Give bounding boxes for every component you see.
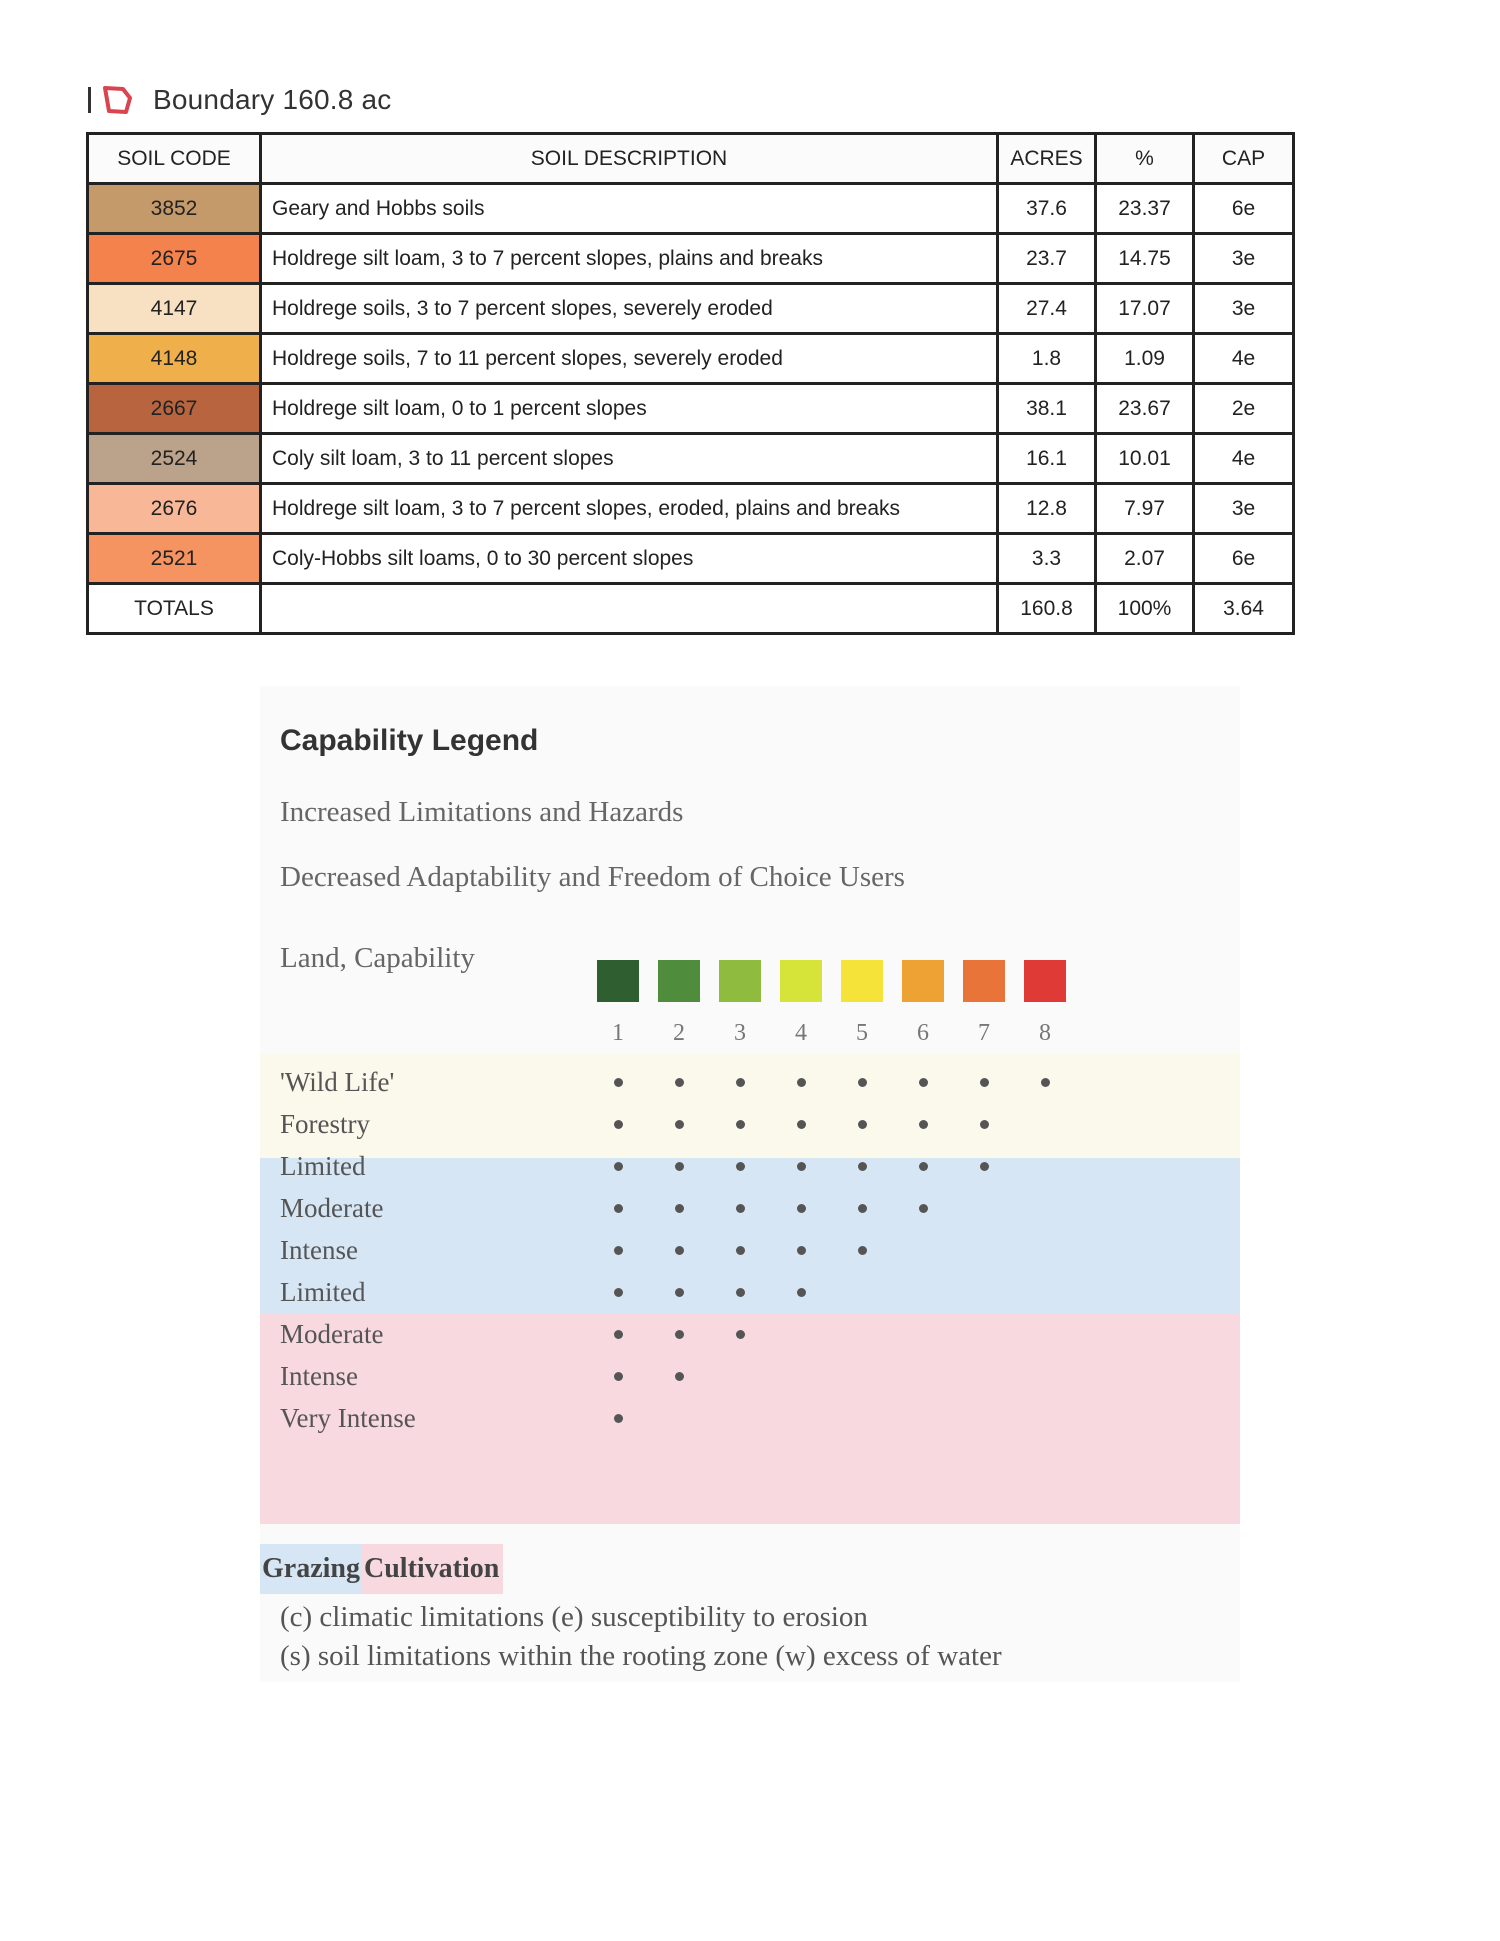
capability-dot — [797, 1246, 806, 1255]
soil-code-cell: 4148 — [88, 334, 261, 384]
cap-cell: 6e — [1194, 184, 1294, 234]
soil-description-cell: Holdrege silt loam, 3 to 7 percent slopes, eroded, plains and breaks — [261, 484, 998, 534]
capability-dot — [797, 1204, 806, 1213]
legend-note-climatic-erosion: (c) climatic limitations (e) susceptibility to erosion — [280, 1601, 868, 1633]
acres-cell: 37.6 — [998, 184, 1096, 234]
percent-cell: 7.97 — [1096, 484, 1194, 534]
soil-description-cell: Coly silt loam, 3 to 11 percent slopes — [261, 434, 998, 484]
capability-dot — [614, 1414, 623, 1423]
capability-dot — [919, 1204, 928, 1213]
cap-cell: 3e — [1194, 234, 1294, 284]
table-row — [88, 284, 1294, 334]
acres-cell: 16.1 — [998, 434, 1096, 484]
capability-dot — [980, 1120, 989, 1129]
band-key — [260, 1544, 503, 1594]
soil-code-cell: 2676 — [88, 484, 261, 534]
table-header-row — [88, 134, 1294, 184]
capability-class-swatch — [963, 960, 1005, 1002]
capability-dot — [736, 1288, 745, 1297]
table-row — [88, 184, 1294, 234]
column-header-cap: CAP — [1194, 134, 1294, 184]
percent-cell: 23.37 — [1096, 184, 1194, 234]
capability-class-swatch — [719, 960, 761, 1002]
boundary-header — [88, 80, 391, 120]
column-header-percent: % — [1096, 134, 1194, 184]
capability-dot — [675, 1204, 684, 1213]
capability-class-swatch — [597, 960, 639, 1002]
capability-class-number: 8 — [1039, 1020, 1051, 1046]
capability-dot — [614, 1120, 623, 1129]
legend-adaptability-text: Decreased Adaptability and Freedom of Choice Users — [280, 861, 905, 893]
soil-code-cell: 3852 — [88, 184, 261, 234]
soil-description-cell: Geary and Hobbs soils — [261, 184, 998, 234]
capability-dot — [858, 1246, 867, 1255]
acres-cell: 27.4 — [998, 284, 1096, 334]
capability-dot — [736, 1120, 745, 1129]
capability-dot — [614, 1162, 623, 1171]
soil-table — [86, 132, 1295, 635]
soil-description-cell: Holdrege silt loam, 3 to 7 percent slopes, plains and breaks — [261, 234, 998, 284]
land-use-label: 'Wild Life' — [280, 1067, 395, 1097]
capability-dot — [675, 1078, 684, 1087]
boundary-title: Boundary 160.8 ac — [153, 84, 392, 115]
cap-cell: 4e — [1194, 334, 1294, 384]
capability-class-swatch — [902, 960, 944, 1002]
column-header-soil-description: SOIL DESCRIPTION — [261, 134, 998, 184]
capability-dot — [736, 1162, 745, 1171]
acres-cell: 12.8 — [998, 484, 1096, 534]
capability-dot — [736, 1078, 745, 1087]
capability-class-swatch — [658, 960, 700, 1002]
land-use-label: Moderate — [280, 1319, 384, 1349]
legend-land-capability-text: Land, Capability — [280, 942, 475, 974]
capability-dot — [919, 1078, 928, 1087]
capability-dot — [736, 1330, 745, 1339]
capability-class-number: 7 — [978, 1020, 990, 1046]
land-use-label: Moderate — [280, 1193, 384, 1223]
column-header-soil-code: SOIL CODE — [88, 134, 261, 184]
capability-dot — [919, 1120, 928, 1129]
capability-dot — [858, 1078, 867, 1087]
capability-dot — [858, 1204, 867, 1213]
capability-class-swatch — [780, 960, 822, 1002]
grazing-key-label: Grazing — [260, 1544, 362, 1594]
soil-code-cell: 4147 — [88, 284, 261, 334]
land-use-label: Very Intense — [280, 1403, 416, 1433]
column-header-acres: ACRES — [998, 134, 1096, 184]
capability-dot — [614, 1288, 623, 1297]
soil-description-cell: Coly-Hobbs silt loams, 0 to 30 percent slopes — [261, 534, 998, 584]
table-row — [88, 334, 1294, 384]
capability-dot — [614, 1330, 623, 1339]
capability-dot — [1041, 1078, 1050, 1087]
cap-cell: 3e — [1194, 284, 1294, 334]
capability-dot — [675, 1246, 684, 1255]
capability-class-number: 1 — [612, 1020, 624, 1046]
capability-dot — [614, 1246, 623, 1255]
capability-class-swatch — [1024, 960, 1066, 1002]
table-row — [88, 434, 1294, 484]
acres-cell: 3.3 — [998, 534, 1096, 584]
capability-class-number: 3 — [734, 1020, 746, 1046]
boundary-polygon-icon — [101, 85, 133, 115]
cap-cell: 2e — [1194, 384, 1294, 434]
capability-class-number: 6 — [917, 1020, 929, 1046]
acres-cell: 1.8 — [998, 334, 1096, 384]
capability-class-number: 2 — [673, 1020, 685, 1046]
capability-dot — [797, 1288, 806, 1297]
capability-class-swatch — [841, 960, 883, 1002]
totals-acres: 160.8 — [998, 584, 1096, 634]
percent-cell: 17.07 — [1096, 284, 1194, 334]
soil-description-cell: Holdrege silt loam, 0 to 1 percent slopes — [261, 384, 998, 434]
table-row — [88, 234, 1294, 284]
cap-cell: 6e — [1194, 534, 1294, 584]
land-use-label: Limited — [280, 1277, 366, 1307]
land-use-label: Limited — [280, 1151, 366, 1181]
soil-code-cell: 2667 — [88, 384, 261, 434]
capability-dot — [919, 1162, 928, 1171]
cap-cell: 3e — [1194, 484, 1294, 534]
capability-dot — [614, 1372, 623, 1381]
capability-dot — [858, 1162, 867, 1171]
acres-cell: 23.7 — [998, 234, 1096, 284]
totals-cap: 3.64 — [1194, 584, 1294, 634]
capability-dot — [736, 1246, 745, 1255]
capability-dot — [614, 1204, 623, 1213]
totals-label: TOTALS — [88, 584, 261, 634]
capability-dot — [675, 1120, 684, 1129]
table-row — [88, 484, 1294, 534]
totals-percent: 100% — [1096, 584, 1194, 634]
land-use-label: Intense — [280, 1361, 358, 1391]
percent-cell: 1.09 — [1096, 334, 1194, 384]
capability-dot — [675, 1330, 684, 1339]
acres-cell: 38.1 — [998, 384, 1096, 434]
percent-cell: 2.07 — [1096, 534, 1194, 584]
soil-description-cell: Holdrege soils, 7 to 11 percent slopes, severely eroded — [261, 334, 998, 384]
legend-title: Capability Legend — [280, 724, 539, 757]
totals-row — [88, 584, 1294, 634]
capability-dot — [797, 1078, 806, 1087]
legend-note-soil-water: (s) soil limitations within the rooting zone (w) excess of water — [280, 1640, 1002, 1672]
legend-limitations-text: Increased Limitations and Hazards — [280, 796, 684, 828]
capability-dot — [980, 1162, 989, 1171]
totals-description — [261, 584, 998, 634]
capability-legend — [260, 686, 1240, 1682]
capability-dot — [858, 1120, 867, 1129]
cap-cell: 4e — [1194, 434, 1294, 484]
percent-cell: 23.67 — [1096, 384, 1194, 434]
land-use-label: Forestry — [280, 1109, 370, 1139]
percent-cell: 10.01 — [1096, 434, 1194, 484]
soil-code-cell: 2524 — [88, 434, 261, 484]
percent-cell: 14.75 — [1096, 234, 1194, 284]
soil-description-cell: Holdrege soils, 3 to 7 percent slopes, severely eroded — [261, 284, 998, 334]
capability-dot — [797, 1162, 806, 1171]
capability-dot — [675, 1288, 684, 1297]
cultivation-key-label: Cultivation — [362, 1544, 503, 1594]
capability-dot — [675, 1372, 684, 1381]
header-divider — [88, 87, 91, 113]
soil-code-cell: 2521 — [88, 534, 261, 584]
capability-class-number: 4 — [795, 1020, 807, 1046]
table-row — [88, 534, 1294, 584]
capability-dot — [736, 1204, 745, 1213]
capability-dot — [797, 1120, 806, 1129]
capability-dot — [614, 1078, 623, 1087]
soil-code-cell: 2675 — [88, 234, 261, 284]
capability-class-number: 5 — [856, 1020, 868, 1046]
land-use-label: Intense — [280, 1235, 358, 1265]
table-row — [88, 384, 1294, 434]
capability-dot — [675, 1162, 684, 1171]
capability-dot — [980, 1078, 989, 1087]
